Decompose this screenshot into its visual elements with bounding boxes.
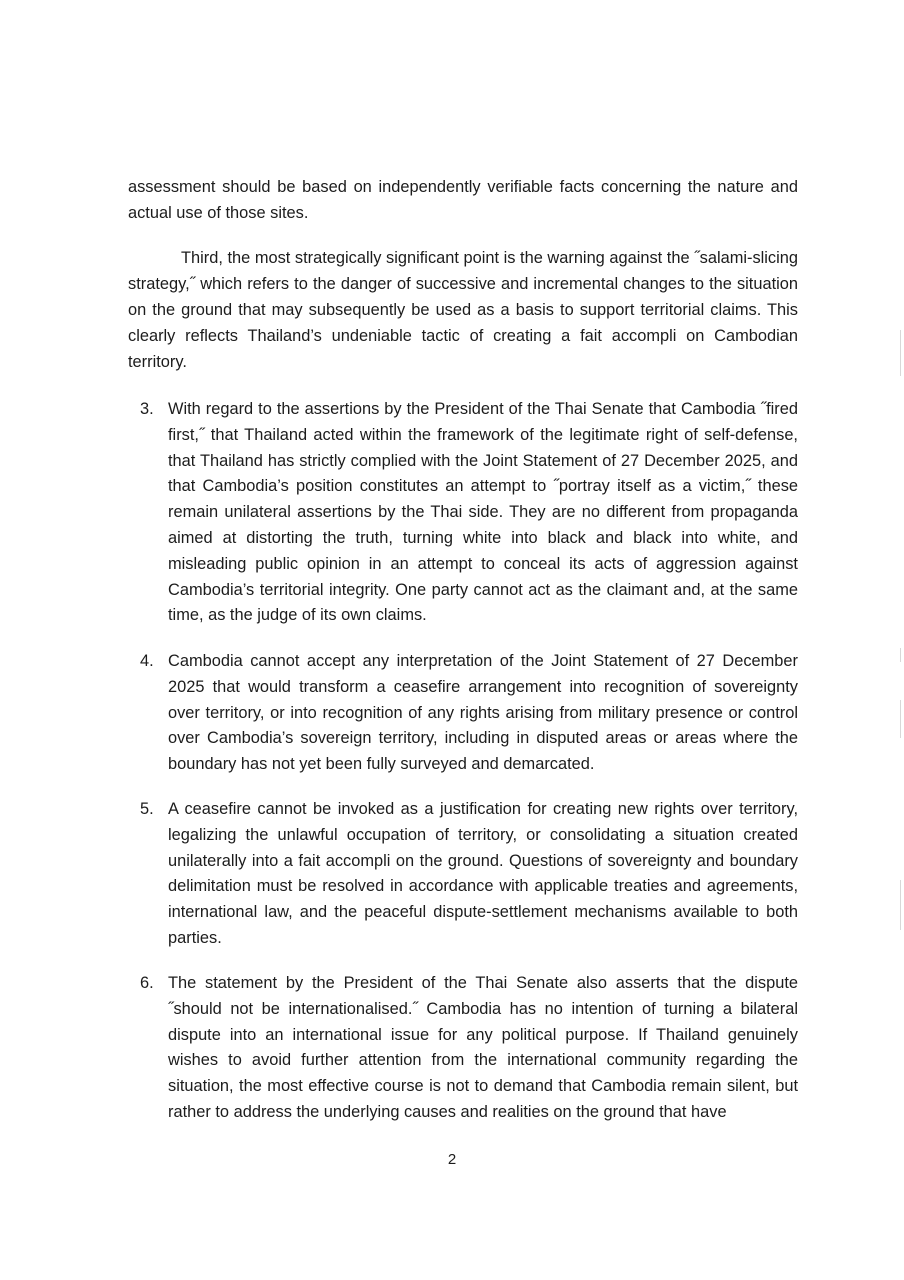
numbered-item-6 bbox=[140, 971, 798, 1126]
item-text: The statement by the President of the Thai Senate also asserts that the dispute ˝should not be internationalised.˝ Cambodia has no intention of turning a bilateral dispute into an international issue for any political purpose. If Thailand genuinely wishes to avoid further attention from the international community regarding the situation, the most effective course is not to demand that Cambodia remain silent, but rather to address the underlying causes and realities on the ground that have bbox=[168, 974, 798, 1121]
item-text: A ceasefire cannot be invoked as a justification for creating new rights over territory, legalizing the unlawful occupation of territory, or consolidating a situation created unilaterally into a fait accompli on the ground. Questions of sovereignty and boundary delimitation must be resolved in accordance with applicable treaties and agreements, international law, and the peaceful dispute-settlement mechanisms available to both parties. bbox=[168, 800, 798, 947]
scan-edge-mark bbox=[900, 330, 901, 376]
scan-edge-mark bbox=[900, 648, 901, 662]
third-point-paragraph: Third, the most strategically significant point is the warning against the ˝salami-slicing strategy,˝ which refers to the danger of successive and incremental changes to the situation on the ground that may subsequently be used as a basis to support territorial claims. This clearly reflects Thailand’s undeniable tactic of creating a fait accompli on Cambodian territory. bbox=[128, 249, 798, 371]
continuation-paragraph: assessment should be based on independently verifiable facts concerning the nature and actual use of those sites. bbox=[128, 178, 798, 222]
item-number: 3. bbox=[140, 400, 154, 418]
numbered-item-5 bbox=[140, 797, 798, 952]
item-text: Cambodia cannot accept any interpretation of the Joint Statement of 27 December 2025 that would transform a ceasefire arrangement into recognition of sovereignty over territory, or into recognition of any rights arising from military presence or control over Cambodia’s sovereign territory, including in disputed areas or areas where the boundary has not yet been fully surveyed and demarcated. bbox=[168, 652, 798, 774]
scan-edge-mark bbox=[900, 700, 901, 738]
item-number: 5. bbox=[140, 800, 154, 818]
scan-edge-mark bbox=[900, 880, 901, 930]
item-number: 4. bbox=[140, 652, 154, 670]
page-number: 2 bbox=[447, 1151, 457, 1168]
item-number: 6. bbox=[140, 974, 154, 992]
numbered-item-4 bbox=[140, 649, 798, 778]
item-text: With regard to the assertions by the President of the Thai Senate that Cambodia ˝fired first,˝ that Thailand acted within the framework of the legitimate right of self-defense, that Thailand has strictly complied with the Joint Statement of 27 December 2025, and that Cambodia’s position constitutes an attempt to ˝portray itself as a victim,˝ these remain unilateral assertions by the Thai side. They are no different from propaganda aimed at distorting the truth, turning white into black and black into white, and misleading public opinion in an attempt to conceal its acts of aggression against Cambodia’s territorial integrity. One party cannot act as the claimant and, at the same time, as the judge of its own claims. bbox=[168, 400, 798, 625]
numbered-item-3 bbox=[140, 397, 798, 629]
